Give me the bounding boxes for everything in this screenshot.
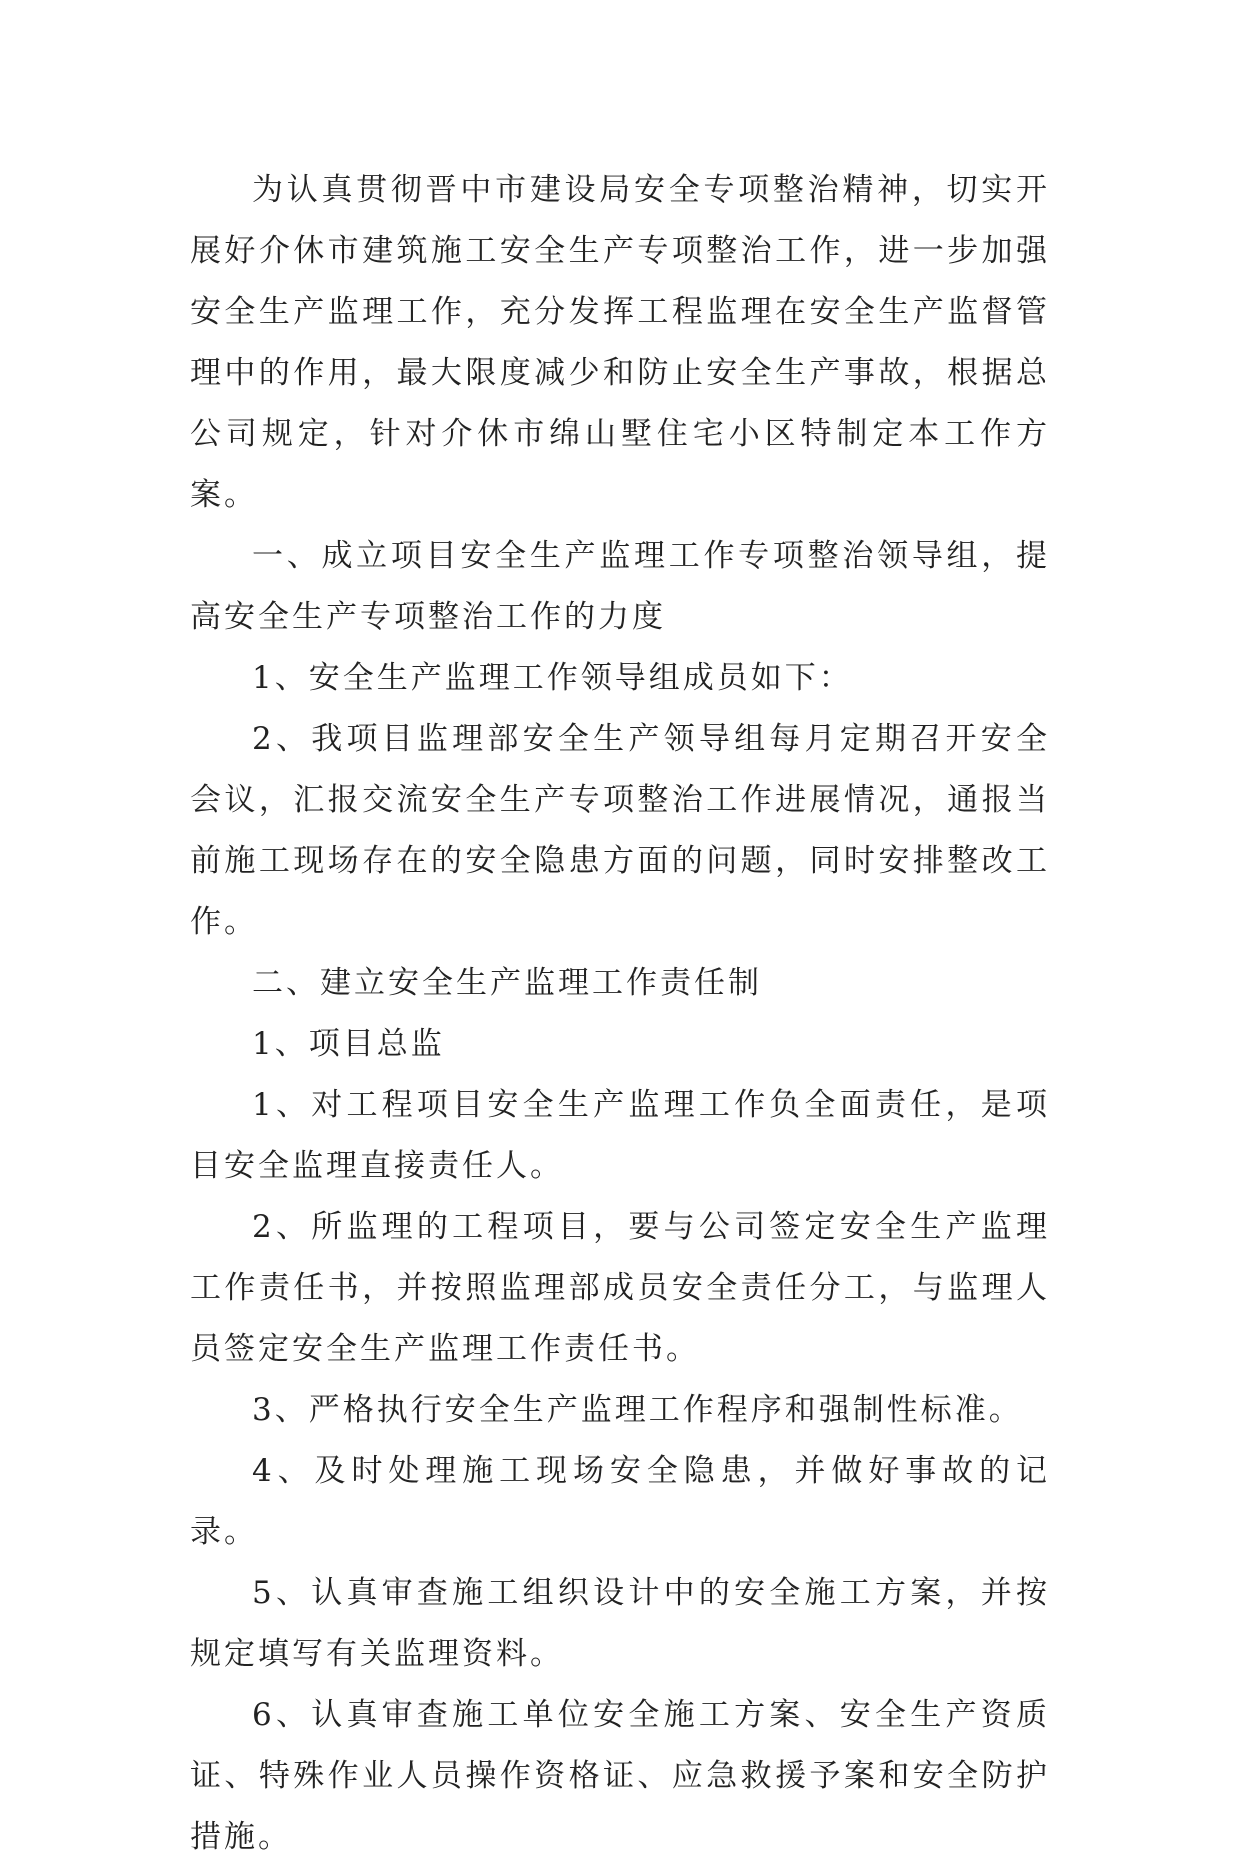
document-body xyxy=(190,160,1050,1868)
paragraph-section-1-item-1: 1、安全生产监理工作领导组成员如下： xyxy=(252,660,853,696)
paragraph-duty-2: 2、所监理的工程项目，要与公司签定安全生产监理工作责任书，并按照监理部成员安全责任分工，与监理人员签定安全生产监理工作责任书。 xyxy=(190,1209,1050,1367)
paragraph-section-2-heading: 二、建立安全生产监理工作责任制 xyxy=(252,965,762,1001)
paragraph-duty-5: 5、认真审查施工组织设计中的安全施工方案，并按规定填写有关监理资料。 xyxy=(190,1575,1050,1672)
paragraph-intro: 为认真贯彻晋中市建设局安全专项整治精神，切实开展好介休市建筑施工安全生产专项整治工作，进一步加强安全生产监理工作，充分发挥工程监理在安全生产监督管理中的作用，最大限度减少和防止安全生产事故，根据总公司规定，针对介休市绵山墅住宅小区特制定本工作方案。 xyxy=(190,172,1050,513)
paragraph-duty-6: 6、认真审查施工单位安全施工方案、安全生产资质证、特殊作业人员操作资格证、应急救援予案和安全防护措施。 xyxy=(190,1697,1050,1855)
paragraph-subheading-project-director: 1、项目总监 xyxy=(252,1026,445,1062)
paragraph-section-1-heading: 一、成立项目安全生产监理工作专项整治领导组，提高安全生产专项整治工作的力度 xyxy=(190,538,1050,635)
paragraph-section-1-item-2: 2、我项目监理部安全生产领导组每月定期召开安全会议，汇报交流安全生产专项整治工作进展情况，通报当前施工现场存在的安全隐患方面的问题，同时安排整改工作。 xyxy=(190,721,1050,940)
paragraph-duty-1: 1、对工程项目安全生产监理工作负全面责任，是项目安全监理直接责任人。 xyxy=(190,1087,1050,1184)
paragraph-duty-4: 4、及时处理施工现场安全隐患，并做好事故的记录。 xyxy=(190,1453,1050,1550)
paragraph-duty-3: 3、严格执行安全生产监理工作程序和强制性标准。 xyxy=(252,1392,1023,1428)
